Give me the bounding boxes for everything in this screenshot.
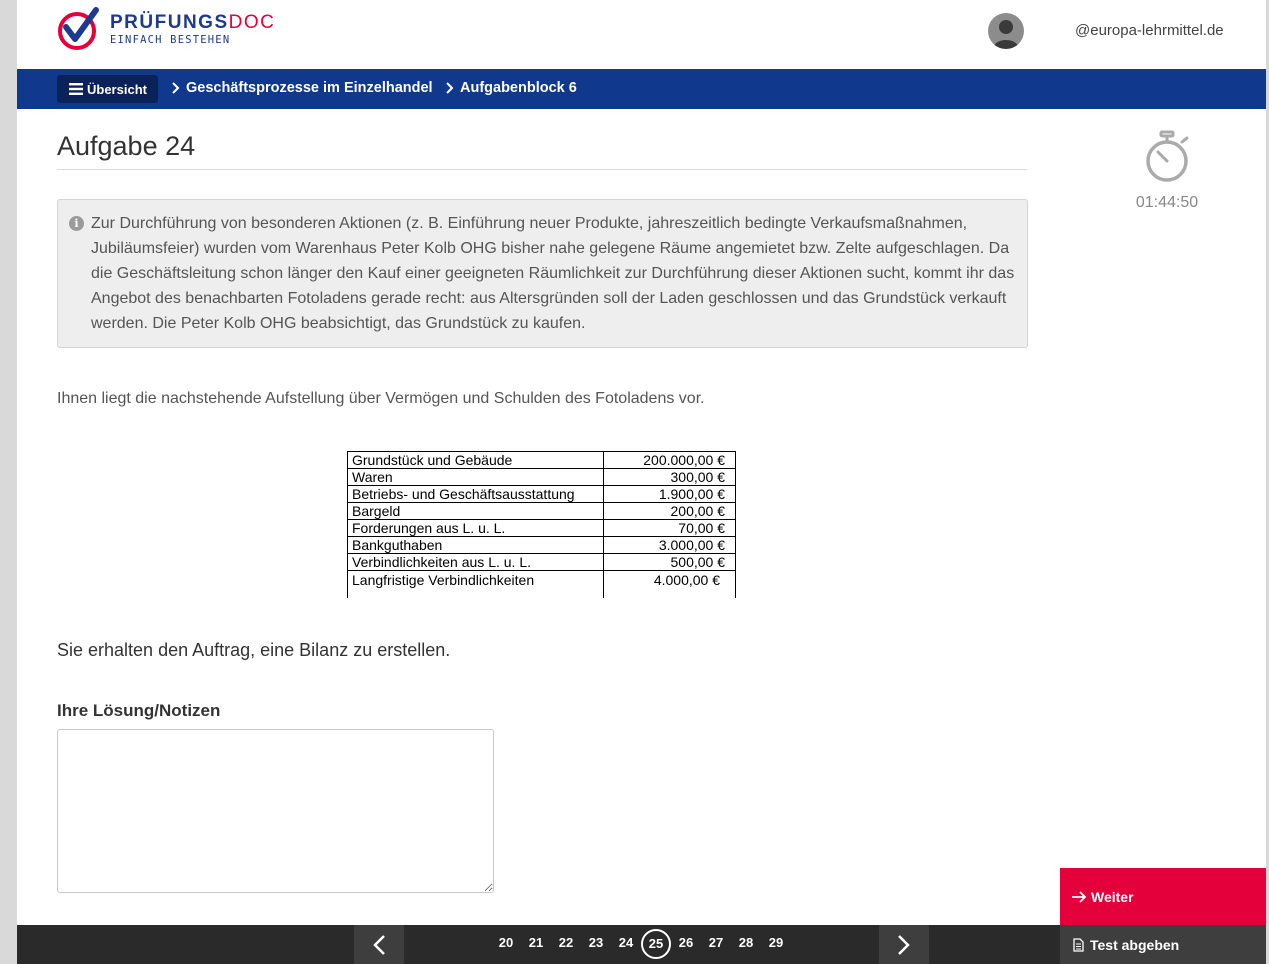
table-cell-value: 200,00 €	[604, 503, 736, 520]
chevron-left-icon	[372, 934, 386, 956]
page-number-20[interactable]: 20	[498, 935, 514, 950]
table-row	[348, 520, 736, 537]
table-cell-value: 70,00 €	[604, 520, 736, 537]
table-cell-label: Bargeld	[348, 503, 604, 520]
table-row	[348, 503, 736, 520]
breadcrumb-item-category[interactable]	[172, 80, 433, 96]
info-icon: i	[69, 216, 84, 231]
table-cell-value: 300,00 €	[604, 469, 736, 486]
page-number-29[interactable]: 29	[768, 935, 784, 950]
chevron-right-icon	[172, 82, 180, 94]
page-number-26[interactable]: 26	[678, 935, 694, 950]
info-text: Zur Durchführung von besonderen Aktionen (z. B. Einführung neuer Produkte, jahreszeitlich bedingte Verkaufsmaßnahmen, Jubiläumsfeier) wurden vom Warenhaus Peter Kolb OHG bisher nahe gelegene Räume angemietet bzw. Zelte aufgeschlagen. Da die Geschäftsleitung schon länger den Kauf einer geeigneten Räumlichkeit zur Durchführung dieser Aktionen sucht, kommt ihr das Angebot des benachbarten Fotoladens gerade recht: aus Altersgründen soll der Laden geschlossen und das Grundstück verkauft werden. Die Peter Kolb OHG beabsichtigt, das Grundstück zu kaufen.	[91, 215, 1015, 332]
user-icon	[988, 13, 1024, 49]
table-cell-value: 1.900,00 €	[604, 486, 736, 503]
notes-textarea[interactable]	[57, 729, 494, 893]
overview-button[interactable]	[57, 75, 158, 103]
hamburger-icon	[69, 83, 83, 95]
table-row	[348, 486, 736, 503]
avatar[interactable]	[988, 13, 1024, 49]
previous-page-button[interactable]	[354, 925, 404, 964]
table-cell-value: 4.000,00 €	[604, 571, 736, 598]
overview-label: Übersicht	[87, 81, 147, 97]
asset-table	[347, 451, 736, 598]
page-number-23[interactable]: 23	[588, 935, 604, 950]
breadcrumb-navbar	[17, 69, 1266, 109]
intro-text: Ihnen liegt die nachstehende Aufstellung über Vermögen und Schulden des Fotoladens vor.	[57, 390, 705, 407]
window-frame-left	[0, 0, 17, 964]
page-number-28[interactable]: 28	[738, 935, 754, 950]
submit-test-button[interactable]	[1060, 925, 1266, 964]
chevron-right-icon	[446, 82, 454, 94]
table-cell-label: Langfristige Verbindlichkeiten	[348, 571, 604, 598]
checkmark-logo-icon	[56, 6, 102, 52]
user-email[interactable]: @europa-lehrmittel.de	[1075, 22, 1224, 39]
table-cell-label: Bankguthaben	[348, 537, 604, 554]
page-number-21[interactable]: 21	[528, 935, 544, 950]
table-row	[348, 469, 736, 486]
logo[interactable]	[56, 6, 286, 52]
table-row	[348, 452, 736, 469]
timer-value: 01:44:50	[1135, 194, 1199, 211]
table-cell-label: Betriebs- und Geschäftsausstattung	[348, 486, 604, 503]
table-cell-label: Forderungen aus L. u. L.	[348, 520, 604, 537]
header	[17, 0, 1266, 69]
page-number-25-current[interactable]: 25	[641, 929, 671, 959]
page-number-22[interactable]: 22	[558, 935, 574, 950]
table-cell-label: Waren	[348, 469, 604, 486]
chevron-right-icon	[897, 934, 911, 956]
table-cell-label: Grundstück und Gebäude	[348, 452, 604, 469]
logo-title-accent: DOC	[228, 12, 276, 33]
page-title: Aufgabe 24	[57, 131, 196, 161]
table-row	[348, 571, 736, 598]
page-number-27[interactable]: 27	[708, 935, 724, 950]
logo-subtitle: EINFACH BESTEHEN	[110, 34, 231, 46]
stopwatch-icon	[1112, 130, 1222, 190]
next-label: Weiter	[1091, 888, 1134, 905]
arrow-right-icon	[1071, 891, 1087, 903]
table-cell-value: 500,00 €	[604, 554, 736, 571]
next-page-button[interactable]	[879, 925, 929, 964]
logo-title-main: PRÜFUNGS	[110, 12, 229, 33]
breadcrumb-label: Aufgabenblock 6	[460, 80, 577, 96]
table-cell-label: Verbindlichkeiten aus L. u. L.	[348, 554, 604, 571]
title-divider	[57, 169, 1027, 170]
assignment-text: Sie erhalten den Auftrag, eine Bilanz zu erstellen.	[57, 640, 451, 660]
footer-pagination	[17, 925, 1266, 964]
breadcrumb-label: Geschäftsprozesse im Einzelhandel	[186, 80, 433, 96]
timer	[1112, 130, 1222, 211]
table-cell-value: 200.000,00 €	[604, 452, 736, 469]
table-row	[348, 537, 736, 554]
logo-title	[110, 12, 275, 34]
submit-label: Test abgeben	[1090, 936, 1180, 953]
document-icon	[1073, 938, 1084, 952]
table-cell-value: 3.000,00 €	[604, 537, 736, 554]
table-row	[348, 554, 736, 571]
page-number-24[interactable]: 24	[618, 935, 634, 950]
breadcrumb-item-block[interactable]	[446, 80, 577, 96]
notes-label: Ihre Lösung/Notizen	[57, 701, 221, 720]
next-button[interactable]	[1060, 868, 1266, 925]
info-box	[57, 199, 1028, 348]
